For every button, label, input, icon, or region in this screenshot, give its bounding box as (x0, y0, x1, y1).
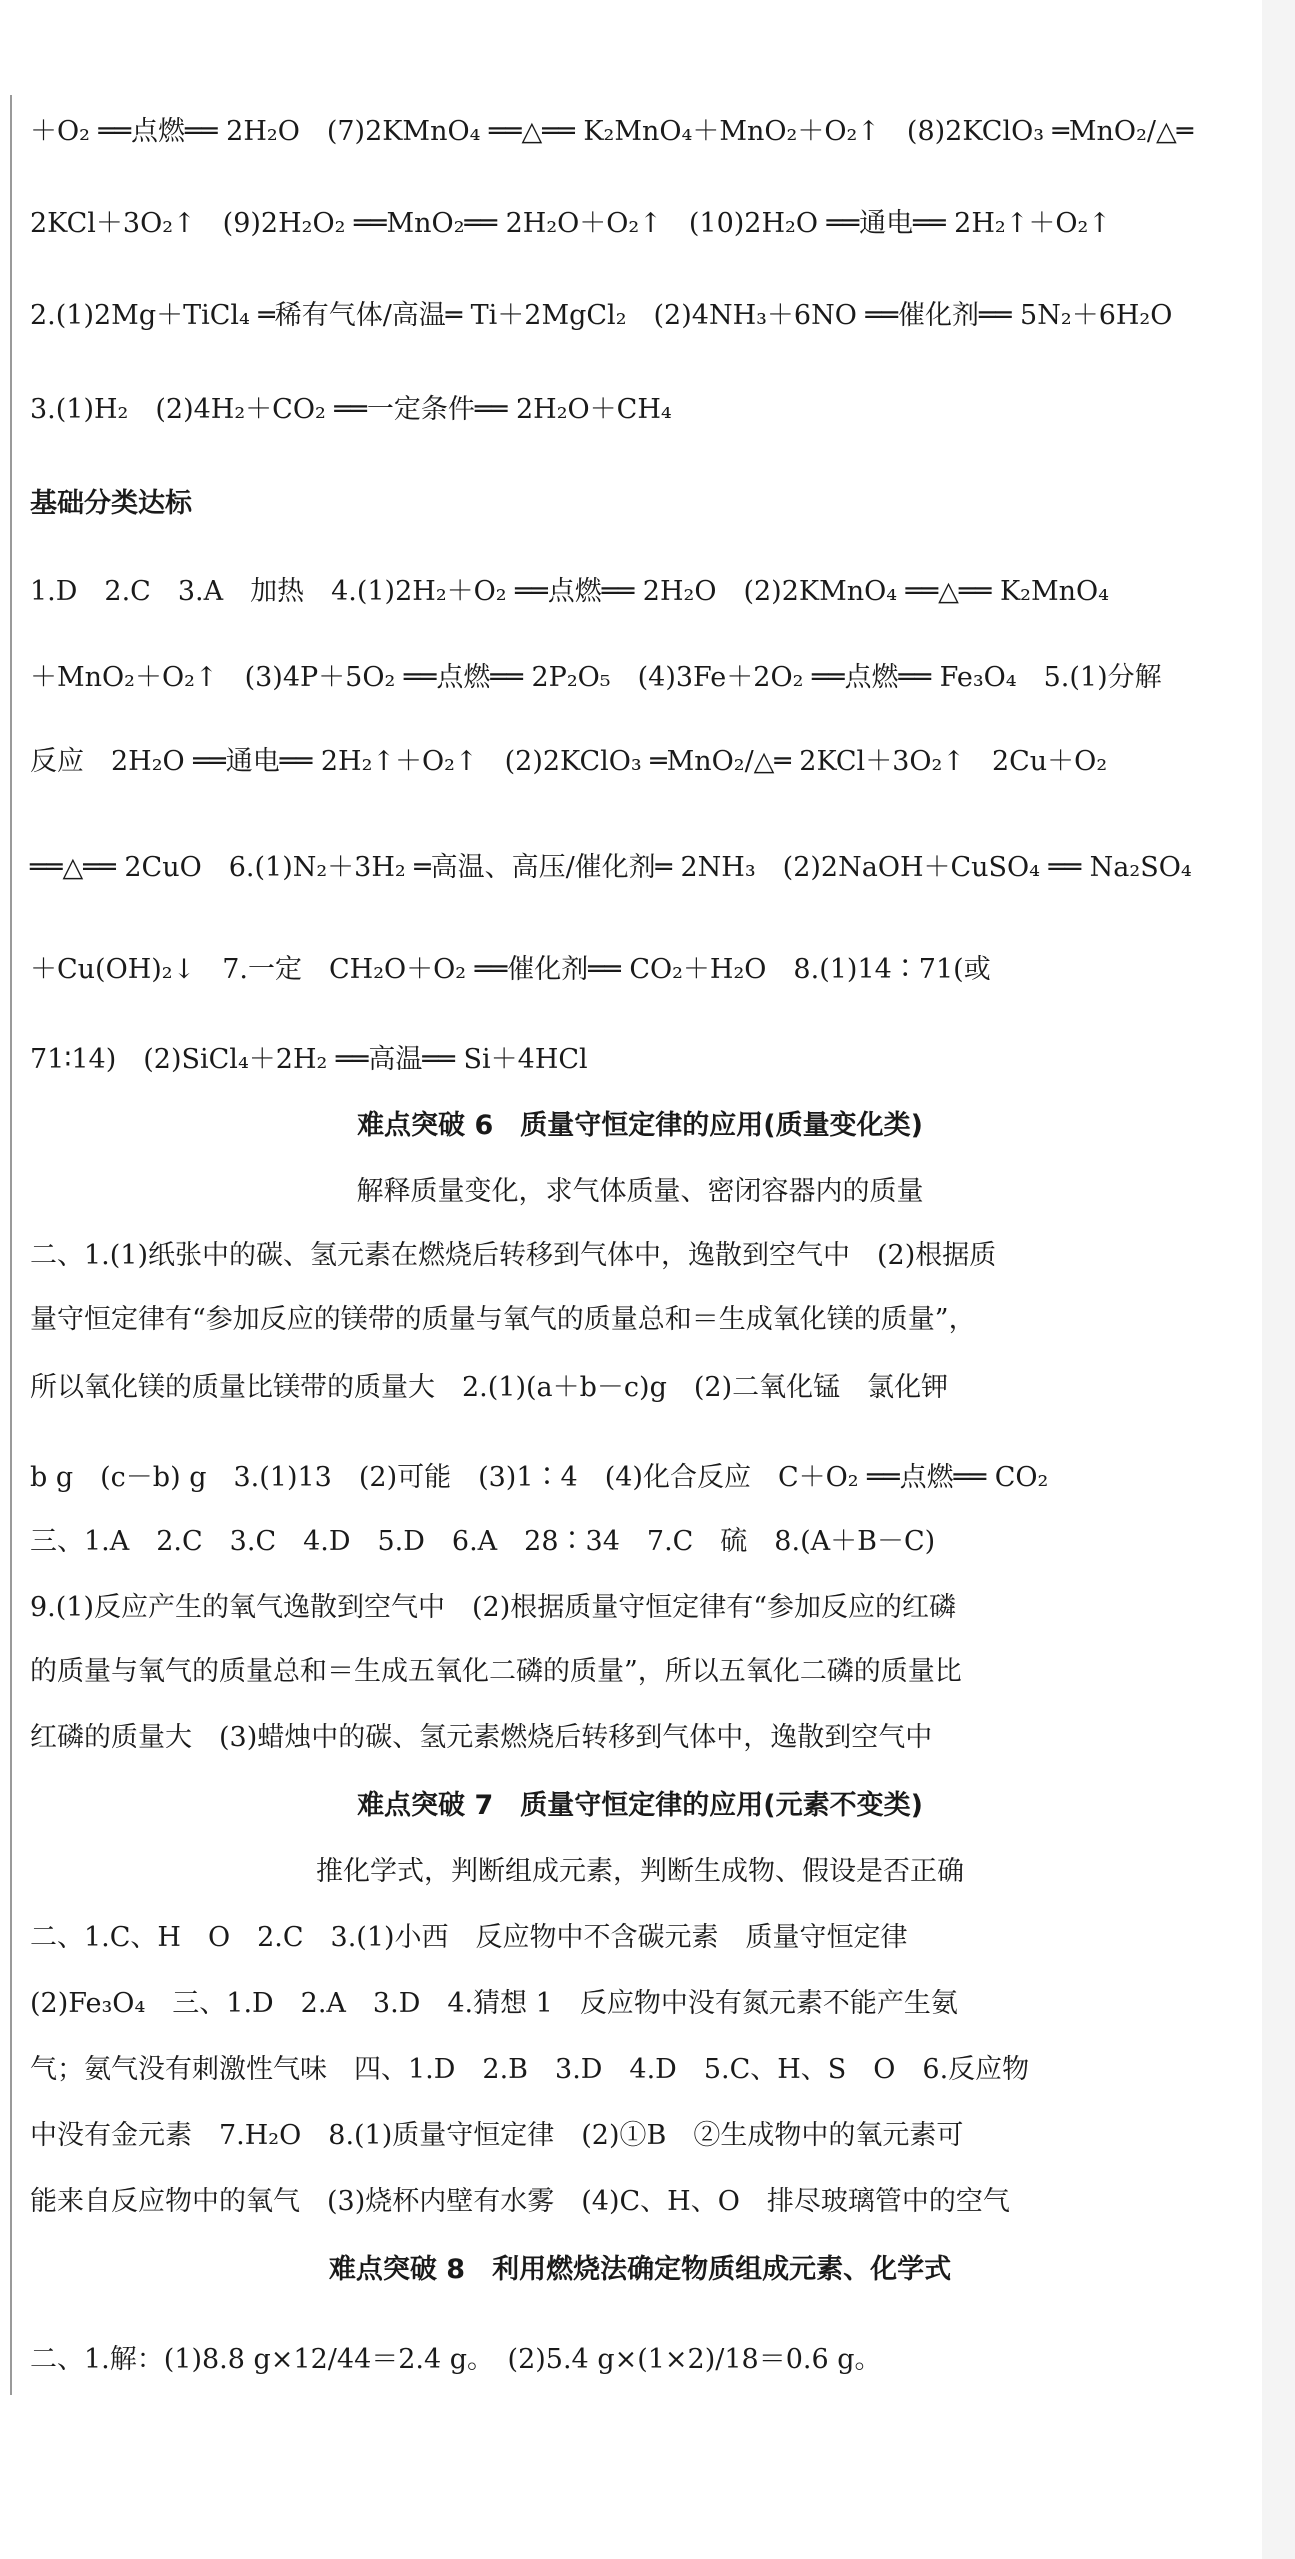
text-line: 9.(1)反应产生的氧气逸散到空气中 (2)根据质量守恒定律有“参加反应的红磷 (30, 1592, 957, 1623)
text-line: 71∶14) (2)SiCl₄＋2H₂ ══高温══ Si＋4HCl (30, 1044, 588, 1075)
text-line: 气；氨气没有刺激性气味 四、1.D 2.B 3.D 4.D 5.C、H、S O 6.反应物 (30, 2054, 1030, 2085)
text-line: 3.(1)H₂ (2)4H₂＋CO₂ ══一定条件══ 2H₂O＋CH₄ (30, 394, 672, 425)
text-line: 二、1.(1)纸张中的碳、氢元素在燃烧后转移到气体中，逸散到空气中 (2)根据质 (30, 1240, 997, 1271)
text-line: 2KCl＋3O₂↑ (9)2H₂O₂ ══MnO₂══ 2H₂O＋O₂↑ (10)2H₂O ══通电══ 2H₂↑＋O₂↑ (30, 208, 1111, 239)
text-line: (2)Fe₃O₄ 三、1.D 2.A 3.D 4.猜想 1 反应物中没有氮元素不能产生氨 (30, 1988, 958, 2019)
text-line: 中没有金元素 7.H₂O 8.(1)质量守恒定律 (2)①B ②生成物中的氧元素可 (30, 2120, 964, 2151)
section-heading: 难点突破 7 质量守恒定律的应用(元素不变类) (357, 1790, 923, 1821)
section-label: 基础分类达标 (30, 488, 192, 519)
text-line: 三、1.A 2.C 3.C 4.D 5.D 6.A 28∶34 7.C 硫 8.(A＋B－C) (30, 1526, 936, 1557)
text-line: b g (c－b) g 3.(1)13 (2)可能 (3)1∶4 (4)化合反应 C＋O₂ ══点燃══ CO₂ (30, 1462, 1049, 1493)
text-line: ＋Cu(OH)₂↓ 7.一定 CH₂O＋O₂ ══催化剂══ CO₂＋H₂O 8.(1)14∶71(或 (30, 954, 991, 985)
section-heading: 难点突破 8 利用燃烧法确定物质组成元素、化学式 (328, 2254, 952, 2285)
text-line: 红磷的质量大 (3)蜡烛中的碳、氢元素燃烧后转移到气体中，逸散到空气中 (30, 1722, 933, 1753)
text-line: 二、1.解：(1)8.8 g×12/44＝2.4 g。 (2)5.4 g×(1×2)/18＝0.6 g。 (30, 2344, 882, 2375)
text-line: ══△══ 2CuO 6.(1)N₂＋3H₂ ═高温、高压/催化剂═ 2NH₃ (2)2NaOH＋CuSO₄ ══ Na₂SO₄ (30, 852, 1192, 883)
section-subheading: 推化学式，判断组成元素，判断生成物、假设是否正确 (316, 1856, 964, 1887)
section-subheading: 解释质量变化，求气体质量、密闭容器内的质量 (356, 1176, 924, 1207)
text-line: 二、1.C、H O 2.C 3.(1)小西 反应物中不含碳元素 质量守恒定律 (30, 1922, 908, 1953)
text-line: 2.(1)2Mg＋TiCl₄ ═稀有气体/高温═ Ti＋2MgCl₂ (2)4NH₃＋6NO ══催化剂══ 5N₂＋6H₂O (30, 300, 1173, 331)
text-line: 量守恒定律有“参加反应的镁带的质量与氧气的质量总和＝生成氧化镁的质量”， (30, 1304, 976, 1335)
left-margin-rule (10, 95, 12, 2395)
section-heading: 难点突破 6 质量守恒定律的应用(质量变化类) (357, 1110, 923, 1141)
text-line: 所以氧化镁的质量比镁带的质量大 2.(1)(a＋b－c)g (2)二氧化锰 氯化钾 (30, 1372, 949, 1403)
text-line: 能来自反应物中的氧气 (3)烧杯内壁有水雾 (4)C、H、O 排尽玻璃管中的空气 (30, 2186, 1010, 2217)
text-line: ＋O₂ ══点燃══ 2H₂O (7)2KMnO₄ ══△══ K₂MnO₄＋MnO₂＋O₂↑ (8)2KClO₃ ═MnO₂/△═ (30, 116, 1194, 147)
text-line: ＋MnO₂＋O₂↑ (3)4P＋5O₂ ══点燃══ 2P₂O₅ (4)3Fe＋2O₂ ══点燃══ Fe₃O₄ 5.(1)分解 (30, 662, 1162, 693)
text-line: 的质量与氧气的质量总和＝生成五氧化二磷的质量”，所以五氧化二磷的质量比 (30, 1656, 962, 1687)
text-line: 反应 2H₂O ══通电══ 2H₂↑＋O₂↑ (2)2KClO₃ ═MnO₂/△═ 2KCl＋3O₂↑ 2Cu＋O₂ (30, 746, 1108, 777)
text-line: 1.D 2.C 3.A 加热 4.(1)2H₂＋O₂ ══点燃══ 2H₂O (2)2KMnO₄ ══△══ K₂MnO₄ (30, 576, 1109, 607)
